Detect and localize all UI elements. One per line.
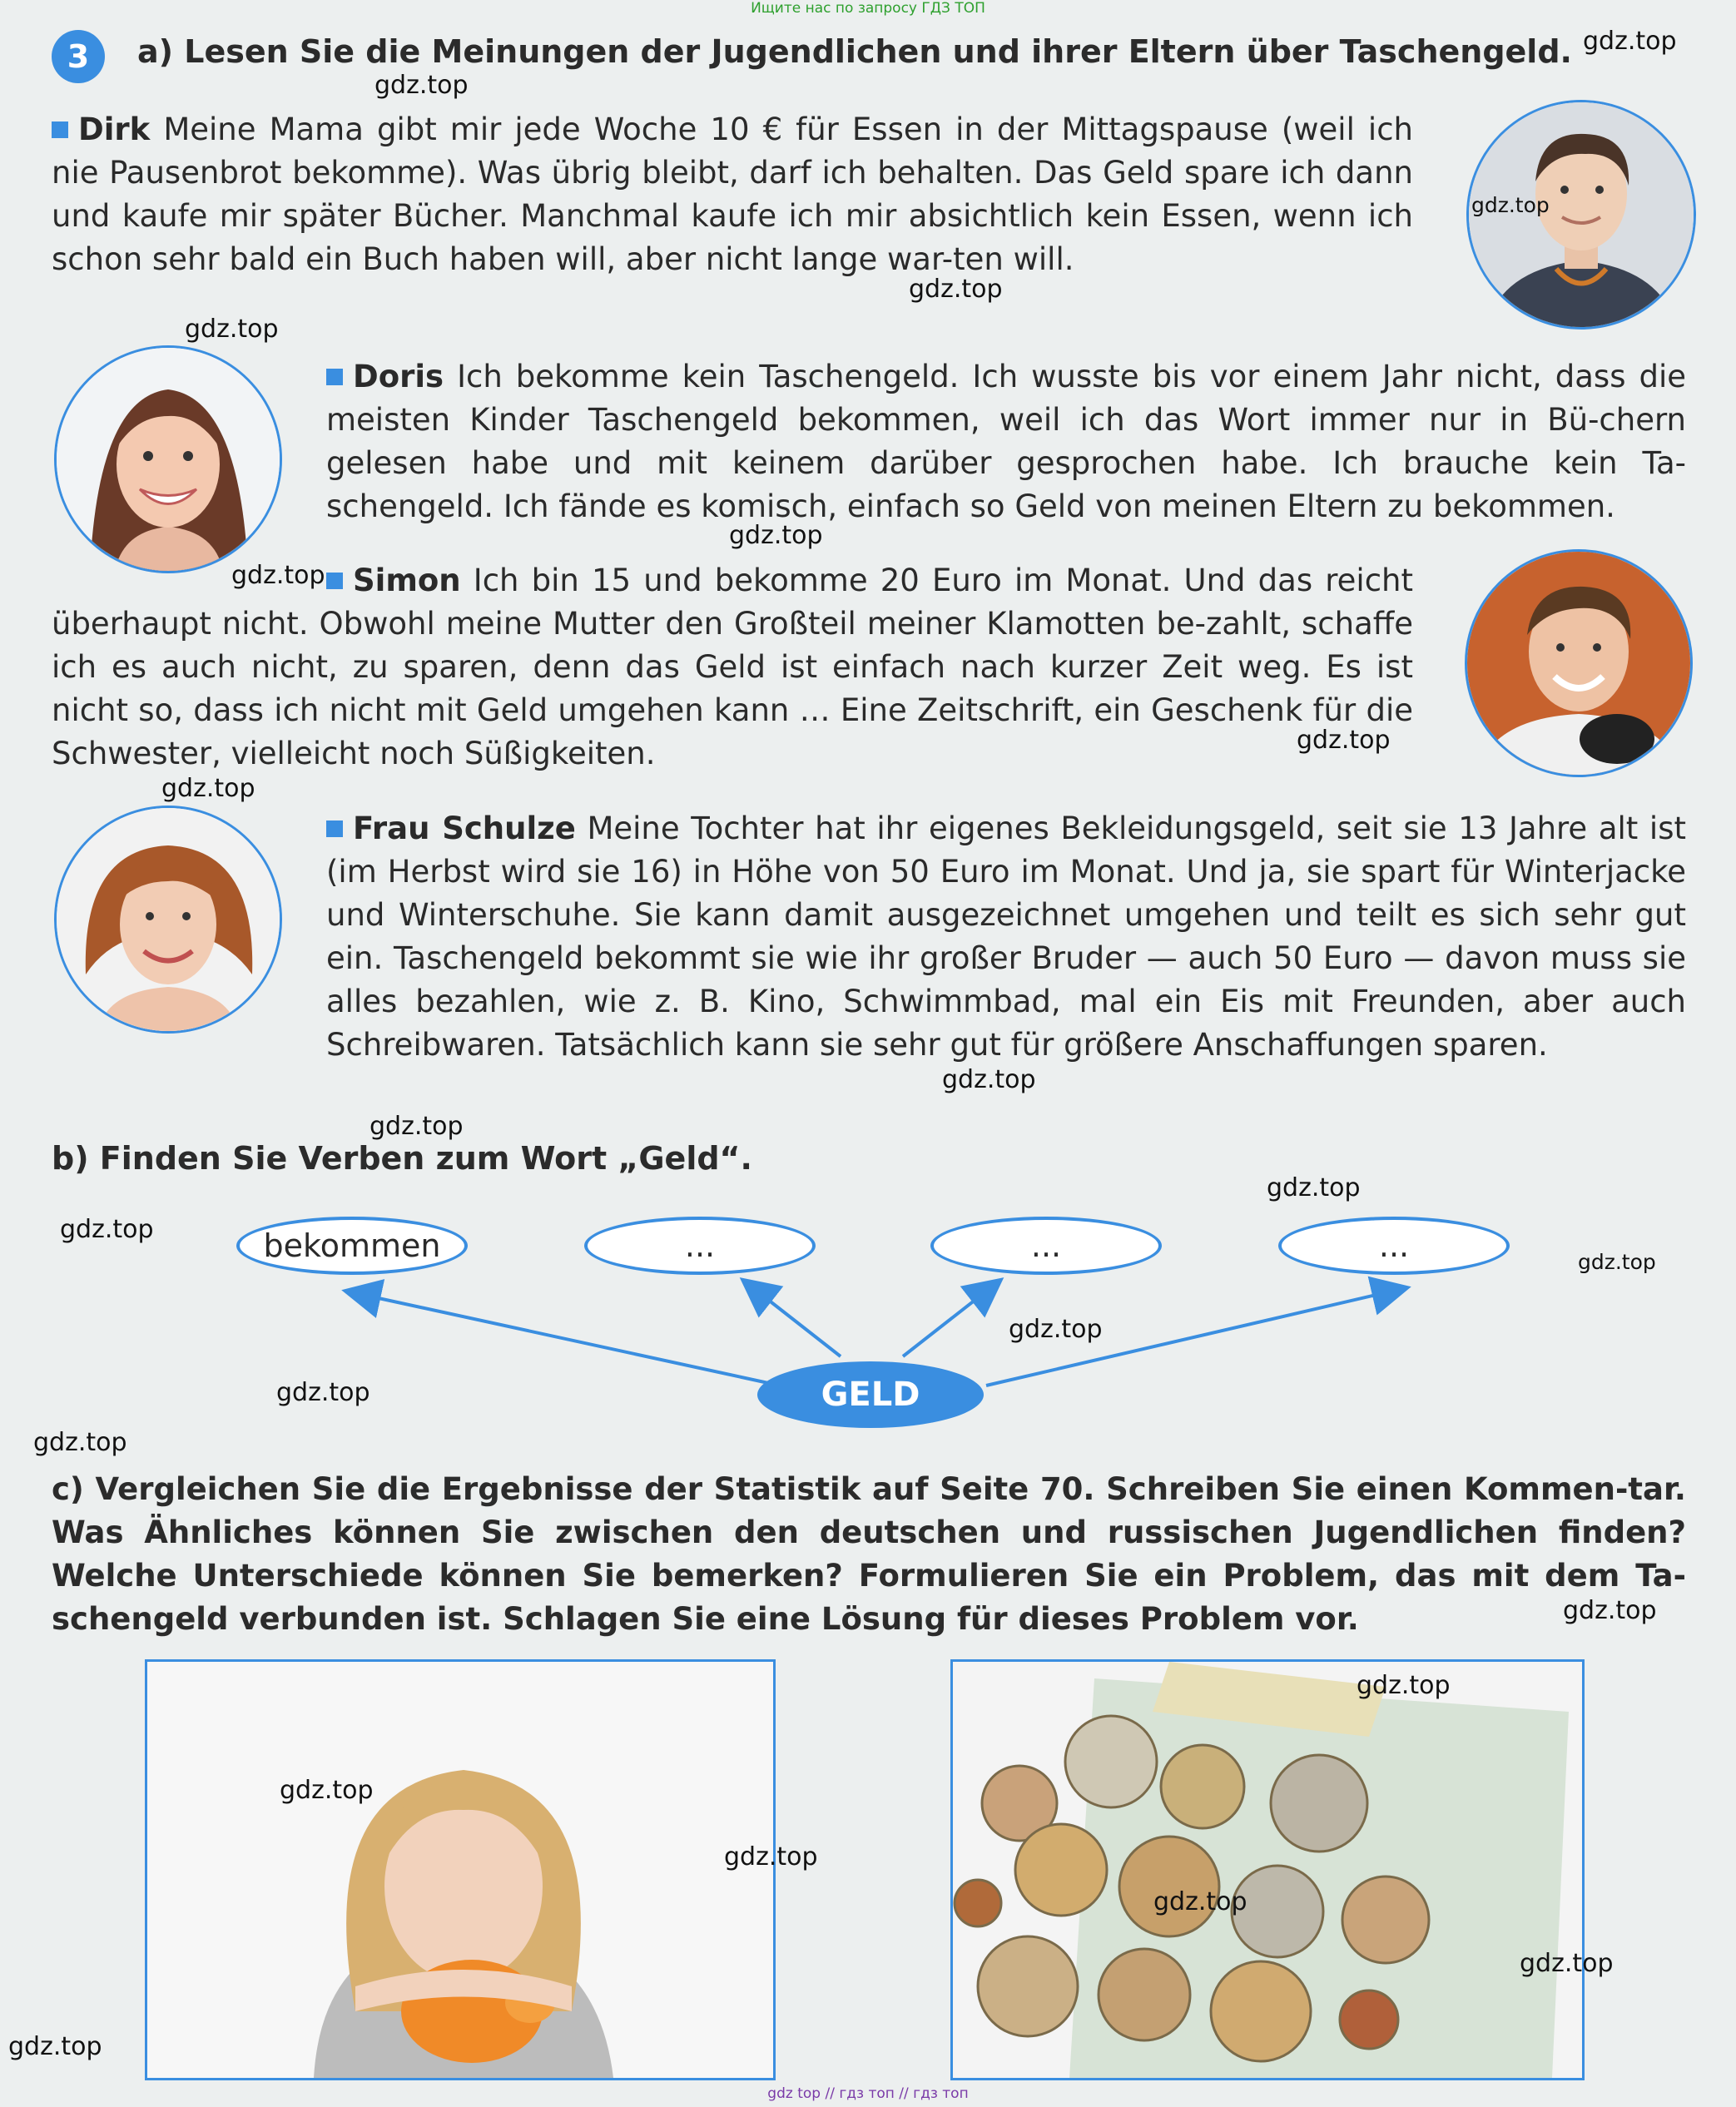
- bullet-square-icon: [52, 121, 68, 138]
- opinion-doris: [326, 355, 1686, 528]
- opinion-name: Simon: [353, 563, 461, 598]
- photo-coins-banknotes: [950, 1659, 1585, 2080]
- opinion-text: Ich bin 15 und bekomme 20 Euro im Monat. Und das reicht überhaupt nicht. Obwohl meine Mutter den Großteil meiner Klamotten be-zahlt, schaffe ich es auch nicht, zu sparen, denn das Geld ist einfach nach kurzer Zeit weg. Es ist nicht so, dass ich nicht mit Geld umgehen kann … Eine Zeitschrift, ein Geschenk für die Schwester, vielleicht noch Süßigkeiten.: [52, 563, 1413, 771]
- watermark: gdz.top: [1471, 193, 1550, 217]
- watermark: gdz.top: [909, 275, 1003, 304]
- portrait-doris: [54, 345, 282, 573]
- watermark: gdz.top: [60, 1215, 154, 1244]
- mindmap-center: GELD: [757, 1361, 984, 1428]
- watermark: gdz.top: [231, 561, 325, 590]
- opinion-name: Dirk: [78, 112, 151, 147]
- watermark: gdz.top: [33, 1428, 127, 1457]
- part-b-heading: b) Finden Sie Verben zum Wort „Geld“.: [52, 1140, 752, 1177]
- watermark: gdz.top: [276, 1378, 370, 1407]
- watermark: gdz.top: [1153, 1887, 1247, 1916]
- watermark: gdz.top: [1520, 1949, 1614, 1978]
- mindmap-oval: ...: [584, 1217, 816, 1275]
- watermark: gdz.top: [161, 774, 255, 803]
- bullet-square-icon: [326, 369, 343, 385]
- portrait-frau-schulze: [54, 806, 282, 1034]
- watermark: gdz.top: [374, 71, 469, 100]
- watermark: gdz.top: [1563, 1596, 1657, 1625]
- watermark: gdz.top: [185, 315, 279, 344]
- opinion-simon: [52, 559, 1413, 776]
- watermark: gdz.top: [1578, 1250, 1656, 1274]
- watermark: gdz.top: [1357, 1671, 1451, 1700]
- bullet-square-icon: [326, 820, 343, 837]
- watermark: gdz.top: [942, 1065, 1036, 1094]
- opinion-text: Meine Mama gibt mir jede Woche 10 € für Essen in der Mittagspause (weil ich nie Pausenbrot bekomme). Was übrig bleibt, darf ich behalten. Das Geld spare ich dann und kaufe mir später Bücher. Manchmal kaufe ich mir absichtlich kein Essen, wenn ich schon sehr bald ein Buch haben will, aber nicht lange war-ten will.: [52, 112, 1413, 277]
- mindmap-oval: bekommen: [236, 1217, 468, 1275]
- opinion-name: Frau Schulze: [353, 811, 576, 846]
- watermark: gdz.top: [370, 1112, 464, 1141]
- watermark: gdz.top: [8, 2032, 102, 2061]
- watermark: gdz.top: [1583, 27, 1677, 56]
- watermark: gdz.top: [1009, 1315, 1103, 1344]
- watermark: gdz.top: [729, 521, 823, 550]
- mindmap-oval: ...: [930, 1217, 1162, 1275]
- opinion-text: Meine Tochter hat ihr eigenes Bekleidungsgeld, seit sie 13 Jahre alt ist (im Herbst wird sie 16) in Höhe von 50 Euro im Monat. Und ja, sie spart für Winterjacke und Winterschuhe. Sie kann damit ausgezeichnet umgehen und teilt es sich sehr gut ein. Taschengeld bekommt sie wie ihr großer Bruder — auch 50 Euro — davon muss sie alles bezahlen, wie z. B. Kino, Schwimmbad, mal ein Eis mit Freunden, aber auch Schreibwaren. Tatsächlich kann sie sehr gut für größere Anschaffungen sparen.: [326, 811, 1686, 1063]
- watermark: gdz.top: [280, 1776, 374, 1805]
- opinion-frau-schulze: [326, 807, 1686, 1067]
- bullet-square-icon: [326, 573, 343, 589]
- top-search-note: Ищите нас по запросу ГДЗ ТОП: [751, 0, 985, 17]
- photo-girl-piggybank: [145, 1659, 776, 2080]
- part-c-task: c) Vergleichen Sie die Ergebnisse der Statistik auf Seite 70. Schreiben Sie einen Kommen-tar. Was Ähnliches können Sie zwischen den deutschen und russischen Jugendlichen finden? Welche Unterschiede können Sie bemerken? Formulieren Sie ein Problem, das mit dem Ta-schengeld verbunden ist. Schlagen Sie eine Lösung für dieses Problem vor.: [52, 1471, 1686, 1637]
- opinion-dirk: [52, 108, 1413, 281]
- watermark: gdz.top: [1297, 726, 1391, 755]
- part-a-heading: a) Lesen Sie die Meinungen der Jugendlichen und ihrer Eltern über Taschengeld.: [137, 33, 1572, 70]
- watermark: gdz.top: [724, 1842, 818, 1872]
- opinion-name: Doris: [353, 359, 444, 394]
- portrait-simon: [1465, 549, 1693, 777]
- exercise-number: 3: [52, 30, 105, 83]
- mindmap-oval: ...: [1278, 1217, 1510, 1275]
- opinion-text: Ich bekomme kein Taschengeld. Ich wusste bis vor einem Jahr nicht, dass die meisten Kinder Taschengeld bekommen, weil ich das Wort immer nur in Bü-chern gelesen habe und mit keinem darüber gesprochen habe. Ich brauche kein Ta-schengeld. Ich fände es komisch, einfach so Geld von meinen Eltern zu bekommen.: [326, 359, 1686, 524]
- bottom-note: gdz top // гдз топ // гдз топ: [767, 2085, 969, 2102]
- watermark: gdz.top: [1267, 1173, 1361, 1202]
